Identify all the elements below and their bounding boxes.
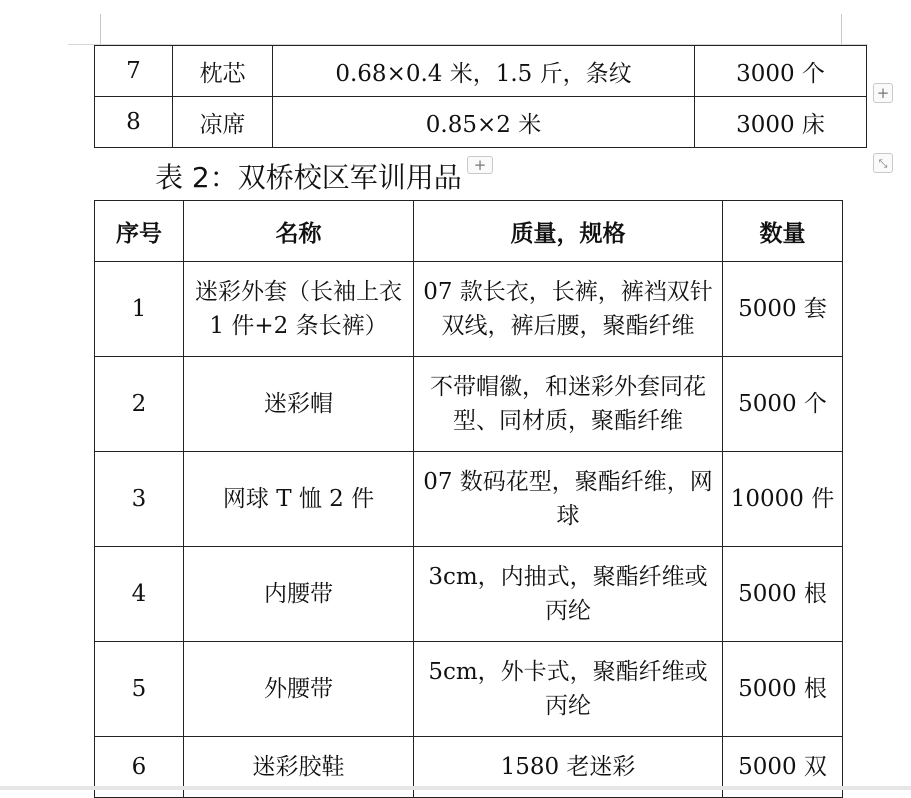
cell-no[interactable]: 4 bbox=[95, 547, 184, 642]
horizontal-scrollbar[interactable] bbox=[0, 786, 911, 790]
cell-spec-line1: 07 数码花型，聚酯纤维，网 bbox=[423, 469, 713, 495]
cell-name[interactable]: 内腰带 bbox=[184, 547, 414, 642]
cell-name[interactable]: 迷彩帽 bbox=[184, 357, 414, 452]
table-row bbox=[95, 97, 867, 148]
cell-spec-line2: 丙纶 bbox=[545, 598, 591, 624]
table-caption: 表 2：双桥校区军训用品 bbox=[155, 161, 462, 194]
cell-spec[interactable] bbox=[414, 262, 723, 357]
cell-spec-line1: 07 款长衣，长裤，裤裆双针 bbox=[423, 279, 713, 305]
cell-no[interactable]: 8 bbox=[95, 97, 173, 148]
cell-spec-line1: 不带帽徽，和迷彩外套同花 bbox=[430, 374, 706, 400]
cell-no[interactable]: 1 bbox=[95, 262, 184, 357]
cell-spec-line1: 5cm，外卡式，聚酯纤维或 bbox=[428, 659, 708, 685]
header-spec[interactable]: 质量，规格 bbox=[414, 201, 723, 262]
cell-qty[interactable]: 3000 床 bbox=[695, 97, 867, 148]
cell-name[interactable] bbox=[184, 262, 414, 357]
cell-spec[interactable]: 0.85×2 米 bbox=[273, 97, 695, 148]
cell-spec[interactable]: 1580 老迷彩 bbox=[414, 737, 723, 798]
page-margin-left-marker bbox=[100, 14, 101, 44]
table-row bbox=[95, 642, 843, 737]
cell-spec[interactable] bbox=[414, 642, 723, 737]
cell-name-line1: 迷彩外套（长袖上衣 bbox=[195, 279, 402, 305]
cell-spec[interactable]: 0.68×0.4 米，1.5 斤，条纹 bbox=[273, 46, 695, 97]
training-supplies-table bbox=[94, 200, 843, 798]
cell-qty[interactable]: 3000 个 bbox=[695, 46, 867, 97]
cell-no[interactable]: 5 bbox=[95, 642, 184, 737]
header-no[interactable]: 序号 bbox=[95, 201, 184, 262]
cell-name[interactable]: 外腰带 bbox=[184, 642, 414, 737]
table-header-row bbox=[95, 201, 843, 262]
table-row bbox=[95, 262, 843, 357]
cell-qty[interactable]: 5000 套 bbox=[723, 262, 843, 357]
cell-name[interactable]: 枕芯 bbox=[173, 46, 273, 97]
header-qty[interactable]: 数量 bbox=[723, 201, 843, 262]
cell-spec-line2: 双线，裤后腰，聚酯纤维 bbox=[441, 313, 695, 339]
cell-qty[interactable]: 5000 根 bbox=[723, 547, 843, 642]
table-row bbox=[95, 452, 843, 547]
cell-spec-line2: 丙纶 bbox=[545, 693, 591, 719]
cell-name[interactable]: 网球 T 恤 2 件 bbox=[184, 452, 414, 547]
cell-name[interactable]: 凉席 bbox=[173, 97, 273, 148]
cell-no[interactable]: 7 bbox=[95, 46, 173, 97]
cell-qty[interactable]: 10000 件 bbox=[723, 452, 843, 547]
cell-no[interactable]: 6 bbox=[95, 737, 184, 798]
add-row-button[interactable]: + bbox=[873, 83, 893, 103]
cell-qty[interactable]: 5000 双 bbox=[723, 737, 843, 798]
header-name[interactable]: 名称 bbox=[184, 201, 414, 262]
cell-spec[interactable] bbox=[414, 547, 723, 642]
table-row bbox=[95, 357, 843, 452]
items-table-continued bbox=[94, 45, 867, 148]
table-row bbox=[95, 547, 843, 642]
cell-name[interactable]: 迷彩胶鞋 bbox=[184, 737, 414, 798]
cell-qty[interactable]: 5000 根 bbox=[723, 642, 843, 737]
cell-name-line2: 1 件+2 条长裤） bbox=[209, 313, 388, 339]
cell-spec[interactable] bbox=[414, 452, 723, 547]
cell-no[interactable]: 3 bbox=[95, 452, 184, 547]
cell-no[interactable]: 2 bbox=[95, 357, 184, 452]
cell-spec[interactable] bbox=[414, 357, 723, 452]
page-margin-right-marker bbox=[841, 14, 842, 44]
cell-spec-line2: 球 bbox=[556, 503, 580, 529]
add-paragraph-button[interactable]: + bbox=[467, 156, 493, 174]
table-row bbox=[95, 46, 867, 97]
table-resize-handle[interactable]: ⤡ bbox=[873, 153, 893, 173]
cell-qty[interactable]: 5000 个 bbox=[723, 357, 843, 452]
cell-spec-line2: 型、同材质，聚酯纤维 bbox=[453, 408, 683, 434]
cell-spec-line1: 3cm，内抽式，聚酯纤维或 bbox=[428, 564, 708, 590]
